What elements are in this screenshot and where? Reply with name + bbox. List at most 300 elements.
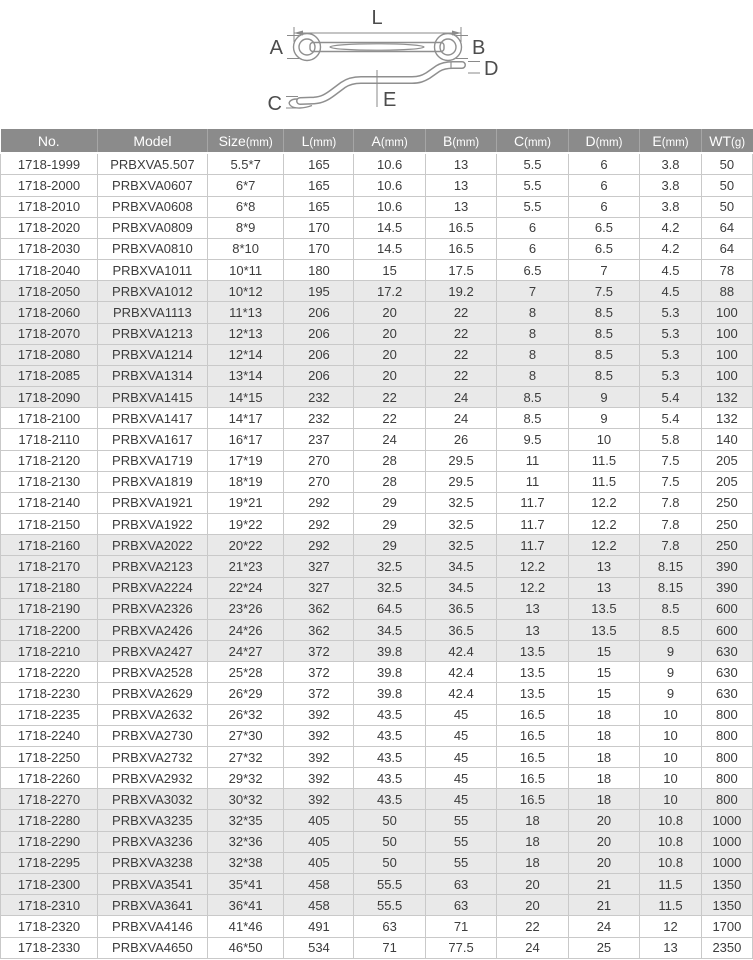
cell: 10.8 (640, 810, 702, 831)
cell: 50 (701, 196, 752, 217)
cell: 19*21 (207, 492, 284, 513)
cell: 22 (425, 365, 496, 386)
cell: 132 (701, 387, 752, 408)
cell: 36.5 (425, 598, 496, 619)
cell: 35*41 (207, 874, 284, 895)
cell: 17*19 (207, 450, 284, 471)
cell: 1718-2230 (1, 683, 98, 704)
table-body (1, 153, 753, 959)
cell: 6.5 (568, 238, 639, 259)
cell: 372 (284, 683, 354, 704)
cell: 78 (701, 260, 752, 281)
column-header: L(mm) (284, 129, 354, 153)
cell: 232 (284, 408, 354, 429)
cell: 36*41 (207, 895, 284, 916)
cell: 1718-2170 (1, 556, 98, 577)
cell: 32*35 (207, 810, 284, 831)
table-row (1, 641, 753, 662)
cell: 27*30 (207, 725, 284, 746)
cell: 63 (425, 874, 496, 895)
cell: 1718-2070 (1, 323, 98, 344)
cell: 24 (354, 429, 425, 450)
cell: PRBXVA1113 (98, 302, 208, 323)
cell: 24 (568, 916, 639, 937)
cell: PRBXVA1417 (98, 408, 208, 429)
cell: 10.8 (640, 852, 702, 873)
cell: 14*15 (207, 387, 284, 408)
cell: 1000 (701, 831, 752, 852)
cell: 11.7 (497, 514, 568, 535)
cell: 13 (568, 577, 639, 598)
cell: 22 (497, 916, 568, 937)
cell: 28 (354, 471, 425, 492)
cell: PRBXVA3238 (98, 852, 208, 873)
cell: PRBXVA2426 (98, 619, 208, 640)
cell: PRBXVA1719 (98, 450, 208, 471)
cell: 20 (354, 365, 425, 386)
cell: 206 (284, 323, 354, 344)
cell: 24*26 (207, 619, 284, 640)
cell: 9 (568, 408, 639, 429)
cell: 13 (497, 619, 568, 640)
cell: 1718-2310 (1, 895, 98, 916)
cell: 800 (701, 789, 752, 810)
cell: 29 (354, 514, 425, 535)
cell: 11.7 (497, 492, 568, 513)
cell: 372 (284, 662, 354, 683)
cell: 1718-2040 (1, 260, 98, 281)
cell: 39.8 (354, 662, 425, 683)
cell: 10*11 (207, 260, 284, 281)
spec-table (0, 129, 753, 959)
table-row (1, 175, 753, 196)
cell: 600 (701, 619, 752, 640)
cell: PRBXVA3641 (98, 895, 208, 916)
cell: 8 (497, 344, 568, 365)
cell: 7.8 (640, 535, 702, 556)
cell: 20 (497, 874, 568, 895)
table-row (1, 768, 753, 789)
cell: 22 (354, 387, 425, 408)
cell: PRBXVA2732 (98, 746, 208, 767)
cell: 15 (568, 683, 639, 704)
cell: 43.5 (354, 789, 425, 810)
cell: 8.15 (640, 577, 702, 598)
cell: 372 (284, 641, 354, 662)
cell: 1718-2060 (1, 302, 98, 323)
label-L: L (371, 7, 383, 29)
cell: 45 (425, 768, 496, 789)
table-row (1, 874, 753, 895)
cell: 9.5 (497, 429, 568, 450)
cell: PRBXVA4146 (98, 916, 208, 937)
cell: 8 (497, 302, 568, 323)
cell: 24*27 (207, 641, 284, 662)
cell: 29 (354, 535, 425, 556)
column-header: C(mm) (497, 129, 568, 153)
cell: 21*23 (207, 556, 284, 577)
table-row (1, 281, 753, 302)
cell: 12.2 (568, 514, 639, 535)
cell: 8.15 (640, 556, 702, 577)
cell: 1718-2000 (1, 175, 98, 196)
table-row (1, 810, 753, 831)
table-row (1, 535, 753, 556)
cell: 6*8 (207, 196, 284, 217)
cell: 5.3 (640, 365, 702, 386)
table-header-row (1, 129, 753, 153)
cell: 1718-2330 (1, 937, 98, 958)
wrench-technical-drawing (0, 0, 753, 129)
cell: 1350 (701, 895, 752, 916)
cell: 4.5 (640, 281, 702, 302)
cell: 20 (568, 810, 639, 831)
cell: 9 (568, 387, 639, 408)
cell: 1718-2190 (1, 598, 98, 619)
column-header: Size(mm) (207, 129, 284, 153)
cell: 13 (568, 556, 639, 577)
cell: 5.5 (497, 175, 568, 196)
cell: 3.8 (640, 196, 702, 217)
dimension-L (294, 7, 461, 42)
cell: 800 (701, 704, 752, 725)
cell: 100 (701, 365, 752, 386)
cell: 63 (354, 916, 425, 937)
cell: 20 (568, 831, 639, 852)
cell: 21 (568, 874, 639, 895)
cell: 600 (701, 598, 752, 619)
cell: 1718-2250 (1, 746, 98, 767)
column-header: D(mm) (568, 129, 639, 153)
cell: 55.5 (354, 874, 425, 895)
cell: 237 (284, 429, 354, 450)
cell: PRBXVA1819 (98, 471, 208, 492)
cell: 32*38 (207, 852, 284, 873)
cell: 42.4 (425, 641, 496, 662)
cell: 1718-2160 (1, 535, 98, 556)
cell: 45 (425, 704, 496, 725)
cell: 55 (425, 852, 496, 873)
cell: 12 (640, 916, 702, 937)
cell: 10.8 (640, 831, 702, 852)
cell: 405 (284, 810, 354, 831)
cell: 170 (284, 217, 354, 238)
table-row (1, 556, 753, 577)
cell: 1718-2100 (1, 408, 98, 429)
label-D: D (484, 58, 499, 80)
cell: 18 (568, 704, 639, 725)
cell: 43.5 (354, 704, 425, 725)
cell: 1718-2320 (1, 916, 98, 937)
cell: 4.2 (640, 238, 702, 259)
cell: 50 (701, 153, 752, 175)
cell: 23*26 (207, 598, 284, 619)
cell: 4.5 (640, 260, 702, 281)
cell: 22 (425, 344, 496, 365)
cell: 10 (568, 429, 639, 450)
cell: 10 (640, 789, 702, 810)
table-row (1, 937, 753, 958)
cell: PRBXVA2629 (98, 683, 208, 704)
cell: 18 (568, 768, 639, 789)
cell: 9 (640, 641, 702, 662)
cell: 2350 (701, 937, 752, 958)
cell: 27*32 (207, 746, 284, 767)
cell: 43.5 (354, 768, 425, 789)
column-header: A(mm) (354, 129, 425, 153)
cell: 25 (568, 937, 639, 958)
cell: 63 (425, 895, 496, 916)
cell: 1718-2210 (1, 641, 98, 662)
dimension-D (468, 58, 498, 80)
cell: 3.8 (640, 153, 702, 175)
cell: 13.5 (497, 662, 568, 683)
cell: 32.5 (354, 577, 425, 598)
cell: 8.5 (497, 387, 568, 408)
cell: 4.2 (640, 217, 702, 238)
table-row (1, 514, 753, 535)
cell: 45 (425, 725, 496, 746)
cell: 11.5 (568, 450, 639, 471)
cell: 14*17 (207, 408, 284, 429)
dimension-C (268, 93, 298, 115)
dimension-A (270, 36, 299, 60)
cell: 32*36 (207, 831, 284, 852)
cell: 7.8 (640, 514, 702, 535)
cell: 5.4 (640, 408, 702, 429)
wrench-side-view (289, 62, 462, 109)
cell: 39.8 (354, 641, 425, 662)
table-row (1, 344, 753, 365)
wrench-diagram-svg (0, 0, 753, 129)
cell: 13.5 (497, 683, 568, 704)
cell: 55 (425, 831, 496, 852)
cell: 5.3 (640, 344, 702, 365)
table-row (1, 683, 753, 704)
cell: PRBXVA2022 (98, 535, 208, 556)
cell: 5.5 (497, 153, 568, 175)
cell: 800 (701, 746, 752, 767)
cell: 491 (284, 916, 354, 937)
cell: 16.5 (497, 704, 568, 725)
cell: 13 (640, 937, 702, 958)
cell: 1000 (701, 852, 752, 873)
table-row (1, 323, 753, 344)
cell: 1718-2180 (1, 577, 98, 598)
cell: 22 (425, 323, 496, 344)
cell: PRBXVA4650 (98, 937, 208, 958)
cell: 6*7 (207, 175, 284, 196)
table-row (1, 429, 753, 450)
cell: 18 (568, 789, 639, 810)
cell: 22 (425, 302, 496, 323)
cell: 5.3 (640, 302, 702, 323)
cell: 8*10 (207, 238, 284, 259)
wrench-top-view (294, 34, 462, 61)
cell: 205 (701, 471, 752, 492)
cell: 1718-2010 (1, 196, 98, 217)
table-row (1, 831, 753, 852)
cell: 205 (701, 450, 752, 471)
cell: 42.4 (425, 662, 496, 683)
cell: 64 (701, 217, 752, 238)
cell: 16*17 (207, 429, 284, 450)
cell: 292 (284, 492, 354, 513)
table-row (1, 365, 753, 386)
cell: 6.5 (568, 217, 639, 238)
table-row (1, 598, 753, 619)
label-E: E (383, 89, 397, 111)
cell: 206 (284, 344, 354, 365)
cell: 15 (568, 662, 639, 683)
cell: 7.5 (640, 450, 702, 471)
cell: 43.5 (354, 746, 425, 767)
cell: 8.5 (640, 619, 702, 640)
dimension-B (456, 36, 485, 60)
cell: PRBXVA3235 (98, 810, 208, 831)
cell: 18 (568, 725, 639, 746)
cell: 9 (640, 662, 702, 683)
table-row (1, 725, 753, 746)
cell: 32.5 (425, 514, 496, 535)
cell: 19.2 (425, 281, 496, 302)
cell: 10.6 (354, 153, 425, 175)
cell: 55.5 (354, 895, 425, 916)
cell: 7.8 (640, 492, 702, 513)
cell: 1718-1999 (1, 153, 98, 175)
cell: 17.5 (425, 260, 496, 281)
cell: 405 (284, 831, 354, 852)
table-row (1, 895, 753, 916)
cell: 362 (284, 619, 354, 640)
cell: 11 (497, 450, 568, 471)
cell: 8.5 (568, 323, 639, 344)
cell: 10.6 (354, 175, 425, 196)
cell: 630 (701, 662, 752, 683)
cell: 362 (284, 598, 354, 619)
cell: 392 (284, 725, 354, 746)
cell: 32.5 (425, 535, 496, 556)
cell: PRBXVA2632 (98, 704, 208, 725)
cell: 71 (425, 916, 496, 937)
cell: 7 (568, 260, 639, 281)
cell: 12.2 (568, 492, 639, 513)
cell: 1718-2110 (1, 429, 98, 450)
cell: 9 (640, 683, 702, 704)
cell: 64.5 (354, 598, 425, 619)
cell: PRBXVA1214 (98, 344, 208, 365)
table-row (1, 577, 753, 598)
cell: 195 (284, 281, 354, 302)
cell: 630 (701, 683, 752, 704)
cell: 270 (284, 471, 354, 492)
cell: 24 (425, 387, 496, 408)
cell: 18 (497, 810, 568, 831)
cell: PRBXVA2326 (98, 598, 208, 619)
cell: 6 (568, 153, 639, 175)
cell: 28 (354, 450, 425, 471)
cell: 3.8 (640, 175, 702, 196)
cell: 26*32 (207, 704, 284, 725)
cell: 250 (701, 492, 752, 513)
column-header: B(mm) (425, 129, 496, 153)
cell: PRBXVA3541 (98, 874, 208, 895)
cell: 41*46 (207, 916, 284, 937)
cell: PRBXVA1415 (98, 387, 208, 408)
cell: 327 (284, 577, 354, 598)
cell: 11.5 (568, 471, 639, 492)
cell: 50 (354, 831, 425, 852)
cell: PRBXVA1921 (98, 492, 208, 513)
table-row (1, 408, 753, 429)
cell: 270 (284, 450, 354, 471)
cell: 16.5 (425, 217, 496, 238)
cell: 165 (284, 175, 354, 196)
cell: 10.6 (354, 196, 425, 217)
cell: 24 (425, 408, 496, 429)
cell: 13 (425, 196, 496, 217)
cell: 45 (425, 746, 496, 767)
label-B: B (472, 37, 486, 59)
cell: PRBXVA0607 (98, 175, 208, 196)
cell: 55 (425, 810, 496, 831)
cell: 18 (568, 746, 639, 767)
cell: 100 (701, 344, 752, 365)
cell: PRBXVA2528 (98, 662, 208, 683)
cell: 170 (284, 238, 354, 259)
cell: 8.5 (568, 365, 639, 386)
cell: 11 (497, 471, 568, 492)
cell: 7 (497, 281, 568, 302)
cell: 43.5 (354, 725, 425, 746)
cell: 1718-2220 (1, 662, 98, 683)
cell: 10 (640, 725, 702, 746)
cell: 13 (425, 153, 496, 175)
cell: 390 (701, 556, 752, 577)
cell: 29.5 (425, 450, 496, 471)
cell: 16.5 (497, 768, 568, 789)
cell: 1718-2050 (1, 281, 98, 302)
cell: 18 (497, 831, 568, 852)
cell: 16.5 (497, 746, 568, 767)
cell: 25*28 (207, 662, 284, 683)
cell: 39.8 (354, 683, 425, 704)
cell: 132 (701, 408, 752, 429)
cell: 10*12 (207, 281, 284, 302)
cell: 6 (497, 217, 568, 238)
cell: 13.5 (568, 619, 639, 640)
cell: 1718-2200 (1, 619, 98, 640)
cell: 16.5 (497, 789, 568, 810)
cell: 11.7 (497, 535, 568, 556)
table-row (1, 662, 753, 683)
cell: PRBXVA2932 (98, 768, 208, 789)
cell: 64 (701, 238, 752, 259)
cell: 1718-2295 (1, 852, 98, 873)
cell: 1718-2140 (1, 492, 98, 513)
cell: 8.5 (640, 598, 702, 619)
cell: 20 (354, 344, 425, 365)
table-row (1, 789, 753, 810)
cell: PRBXVA5.507 (98, 153, 208, 175)
cell: 1718-2080 (1, 344, 98, 365)
cell: 18 (497, 852, 568, 873)
cell: 36.5 (425, 619, 496, 640)
cell: 8.5 (568, 302, 639, 323)
cell: 232 (284, 387, 354, 408)
cell: PRBXVA2123 (98, 556, 208, 577)
column-header: WT(g) (701, 129, 752, 153)
